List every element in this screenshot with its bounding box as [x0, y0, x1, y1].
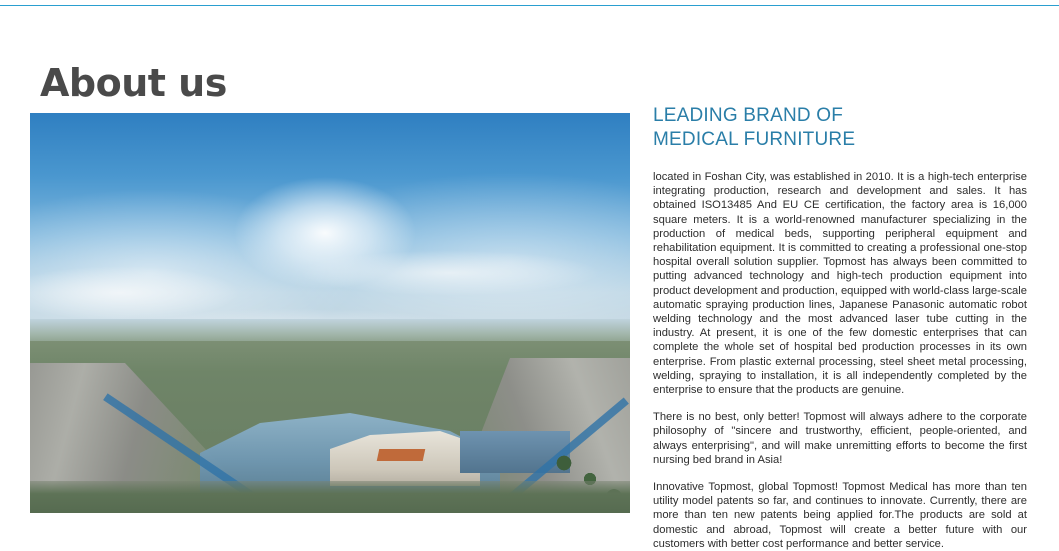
- lead-heading-line1: LEADING BRAND OF: [653, 105, 844, 126]
- factory-aerial-photo: [30, 113, 630, 513]
- about-paragraph: There is no best, only better! Topmost will always adhere to the corporate philosophy of "sincere and trustworthy, efficient, people-oriented, and always enterprising", and will make unremitting efforts to become the first nursing bed brand in Asia!: [653, 411, 1027, 466]
- about-text-column: [653, 104, 1027, 551]
- top-divider: [0, 5, 1059, 6]
- photo-foreground: [30, 481, 630, 513]
- about-paragraph: located in Foshan City, was established in 2010. It is a high-tech enterprise integrating production, research and development and sales. It has obtained ISO13485 And EU CE certification, the factory area is 16,000 square meters. It is a world-renowned manufacturer specializing in the production of medical beds, supporting peripheral equipment and rehabilitation equipment. It is committed to creating a professional one-stop hospital overall solution supplier. Topmost has always been committed to putting advanced technology and high-tech production equipment into product development and production, equipped with world-class large-scale automatic spraying production lines, Japanese Panasonic automatic robot welding technology and the most advanced laser tube cutting in the industry. At present, it is one of the few domestic enterprises that can complete the whole set of hospital bed production processes in its own enterprise. From plastic external processing, steel sheet metal processing, welding, spraying to installation, it is all independently completed by the enterprise to ensure that the products are genuine.: [653, 171, 1027, 397]
- about-paragraph: Innovative Topmost, global Topmost! Topmost Medical has more than ten utility model patents so far, and continues to innovate. Currently, there are more than ten new patents being applied for.The products are sold at domestic and abroad, Topmost will create a better future with our customers with better cost performance and better service.: [653, 481, 1027, 550]
- lead-heading-line2: MEDICAL FURNITURE: [653, 129, 856, 150]
- photo-orange-roof: [377, 449, 426, 461]
- page-title: About us: [40, 61, 227, 106]
- lead-heading: [653, 104, 1027, 152]
